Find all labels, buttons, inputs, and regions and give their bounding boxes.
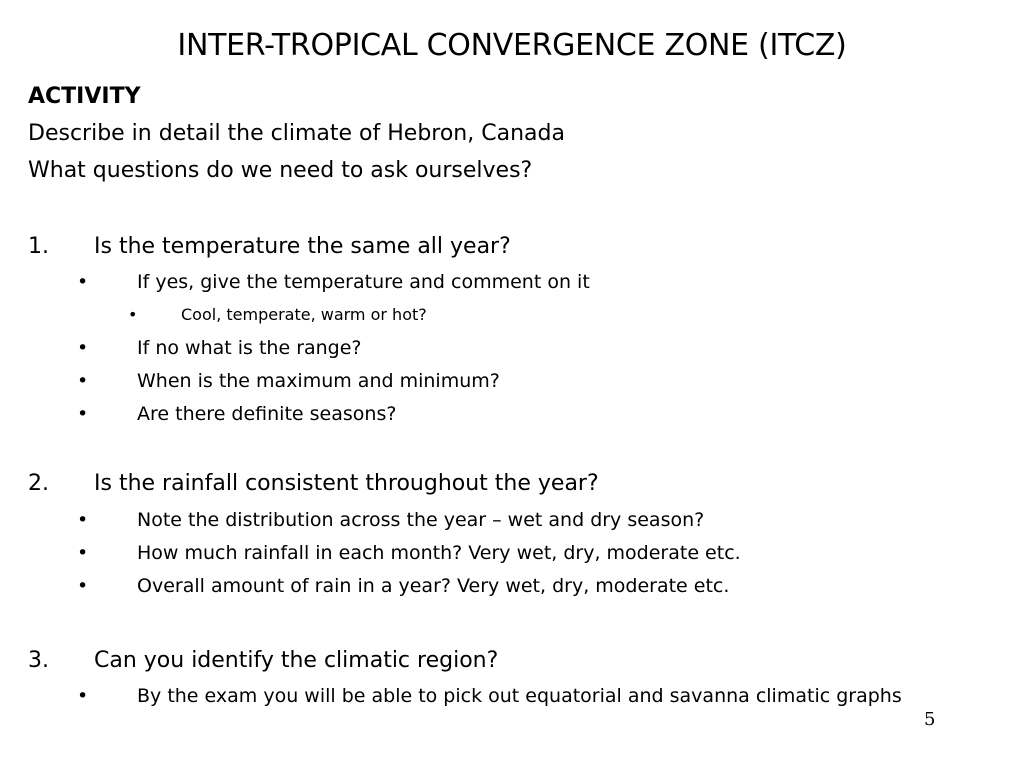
- point-text: Overall amount of rain in a year? Very wet, dry, moderate etc.: [137, 575, 730, 597]
- point-text: Are there definite seasons?: [137, 403, 397, 425]
- question-text: Is the rainfall consistent throughout the year?: [94, 471, 599, 496]
- question-number: 1.: [28, 234, 49, 259]
- question-number: 2.: [28, 471, 49, 496]
- bullet-icon: •: [77, 542, 89, 564]
- lead-line-2: What questions do we need to ask ourselves?: [28, 158, 533, 183]
- page-number: 5: [924, 709, 936, 730]
- bullet-icon: •: [77, 271, 89, 293]
- point-text: By the exam you will be able to pick out equatorial and savanna climatic graphs: [137, 685, 902, 707]
- activity-heading: ACTIVITY: [28, 84, 141, 109]
- bullet-icon: •: [77, 337, 89, 359]
- bullet-icon: •: [77, 509, 89, 531]
- point-text: When is the maximum and minimum?: [137, 370, 500, 392]
- subpoint-text: Cool, temperate, warm or hot?: [181, 305, 427, 324]
- point-text: Note the distribution across the year – wet and dry season?: [137, 509, 705, 531]
- slide-title: INTER-TROPICAL CONVERGENCE ZONE (ITCZ): [177, 28, 847, 63]
- question-text: Is the temperature the same all year?: [94, 234, 511, 259]
- bullet-icon: •: [77, 685, 89, 707]
- point-text: If no what is the range?: [137, 337, 362, 359]
- question-text: Can you identify the climatic region?: [94, 648, 499, 673]
- lead-line-1: Describe in detail the climate of Hebron, Canada: [28, 121, 565, 146]
- point-text: If yes, give the temperature and comment on it: [137, 271, 590, 293]
- bullet-icon: •: [77, 403, 89, 425]
- bullet-icon: •: [128, 305, 138, 324]
- bullet-icon: •: [77, 370, 89, 392]
- bullet-icon: •: [77, 575, 89, 597]
- question-number: 3.: [28, 648, 49, 673]
- point-text: How much rainfall in each month? Very wet, dry, moderate etc.: [137, 542, 741, 564]
